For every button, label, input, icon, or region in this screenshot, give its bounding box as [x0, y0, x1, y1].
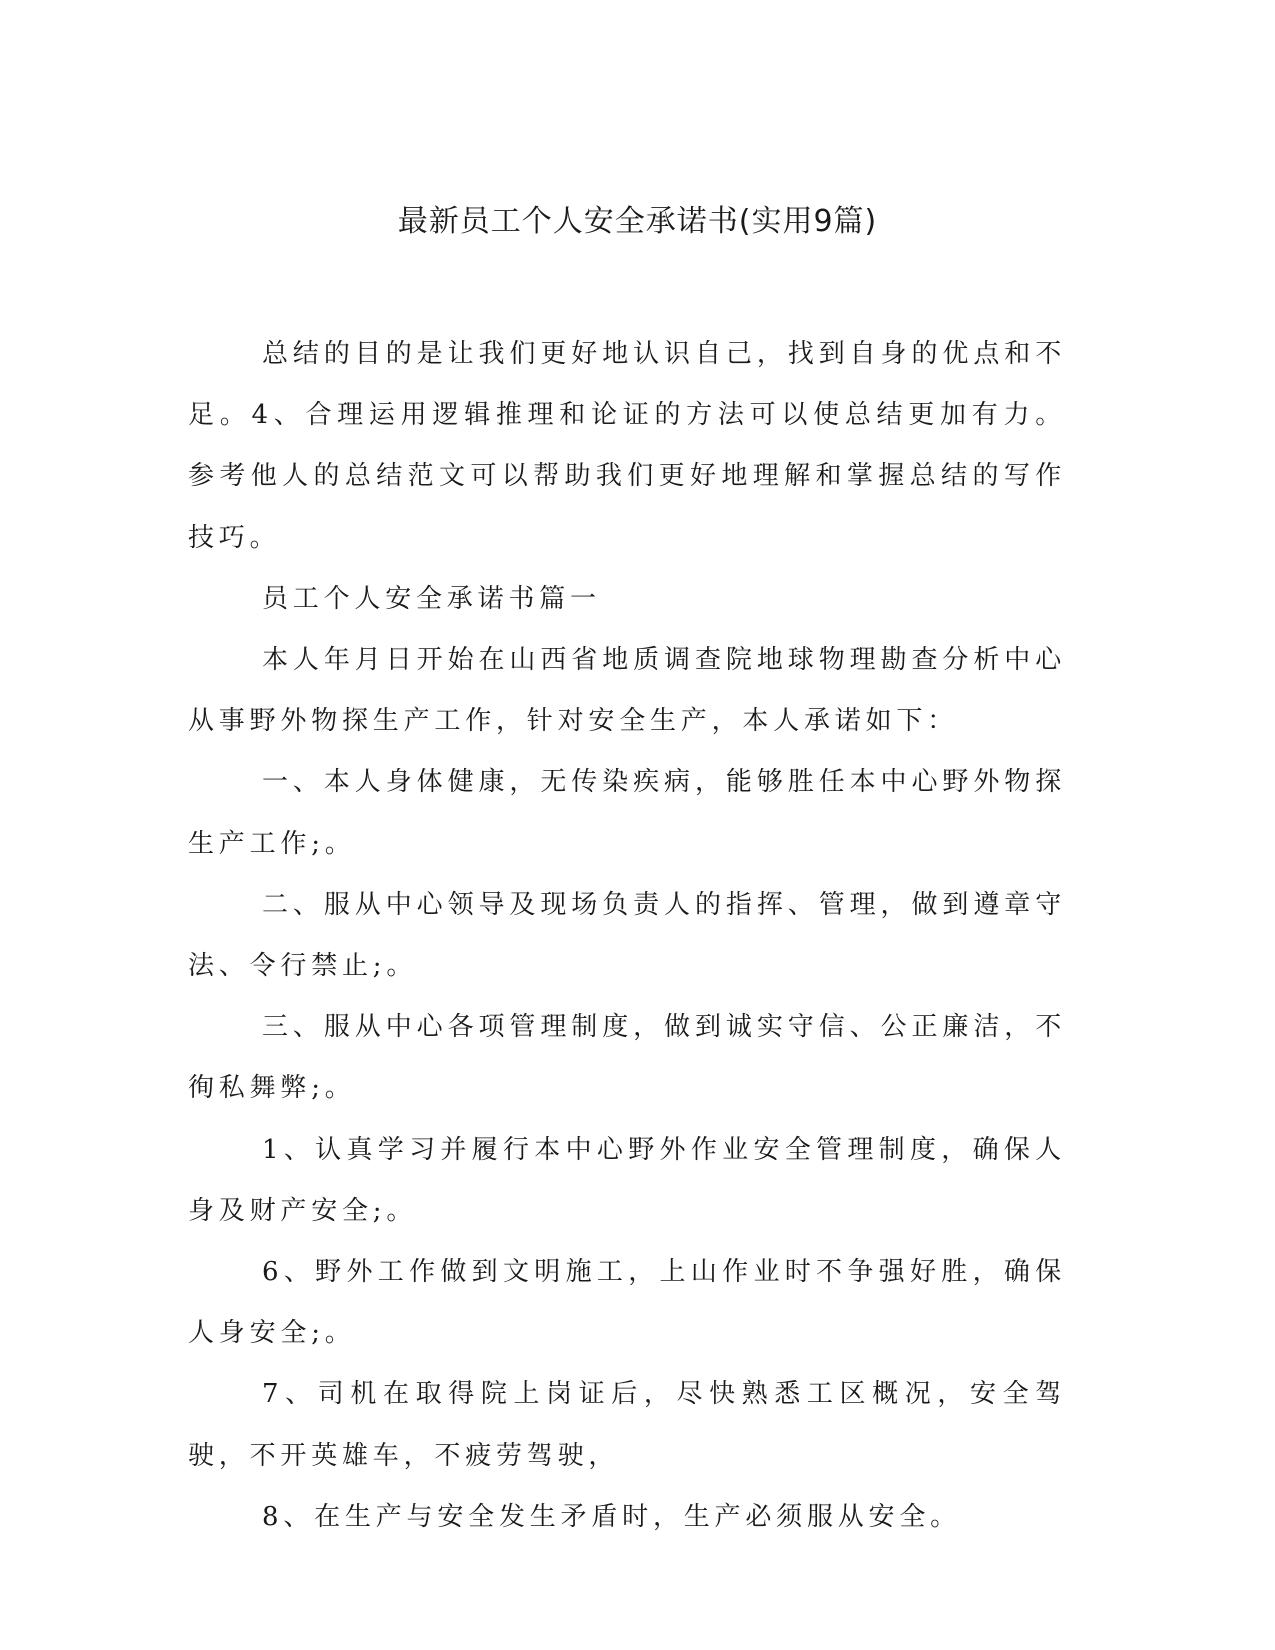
- paragraph: 1、认真学习并履行本中心野外作业安全管理制度，确保人身及财产安全;。: [188, 1134, 1066, 1226]
- paragraph: 8、在生产与安全发生矛盾时，生产必须服从安全。: [262, 1501, 961, 1532]
- paragraph: 6、野外工作做到文明施工，上山作业时不争强好胜，确保人身安全;。: [188, 1257, 1066, 1349]
- paragraph: 7、司机在取得院上岗证后，尽快熟悉工区概况，安全驾驶，不开英雄车，不疲劳驾驶，: [188, 1379, 1066, 1471]
- section-heading: 员工个人安全承诺书篇一: [262, 583, 601, 614]
- paragraph: 总结的目的是让我们更好地认识自己，找到自身的优点和不足。4、合理运用逻辑推理和论证的方法可以使总结更加有力。参考他人的总结范文可以帮助我们更好地理解和掌握总结的写作技巧。: [188, 339, 1066, 553]
- paragraph: 三、服从中心各项管理制度，做到诚实守信、公正廉洁，不徇私舞弊;。: [188, 1012, 1066, 1104]
- paragraph: 一、本人身体健康，无传染疾病，能够胜任本中心野外物探生产工作;。: [188, 767, 1066, 859]
- paragraph: 本人年月日开始在山西省地质调查院地球物理勘查分析中心从事野外物探生产工作，针对安全生产，本人承诺如下：: [188, 645, 1066, 737]
- paragraph: 二、服从中心领导及现场负责人的指挥、管理，做到遵章守法、令行禁止;。: [188, 889, 1066, 982]
- document-title: 最新员工个人安全承诺书(实用9篇): [397, 204, 878, 239]
- document-body: [188, 324, 1066, 1548]
